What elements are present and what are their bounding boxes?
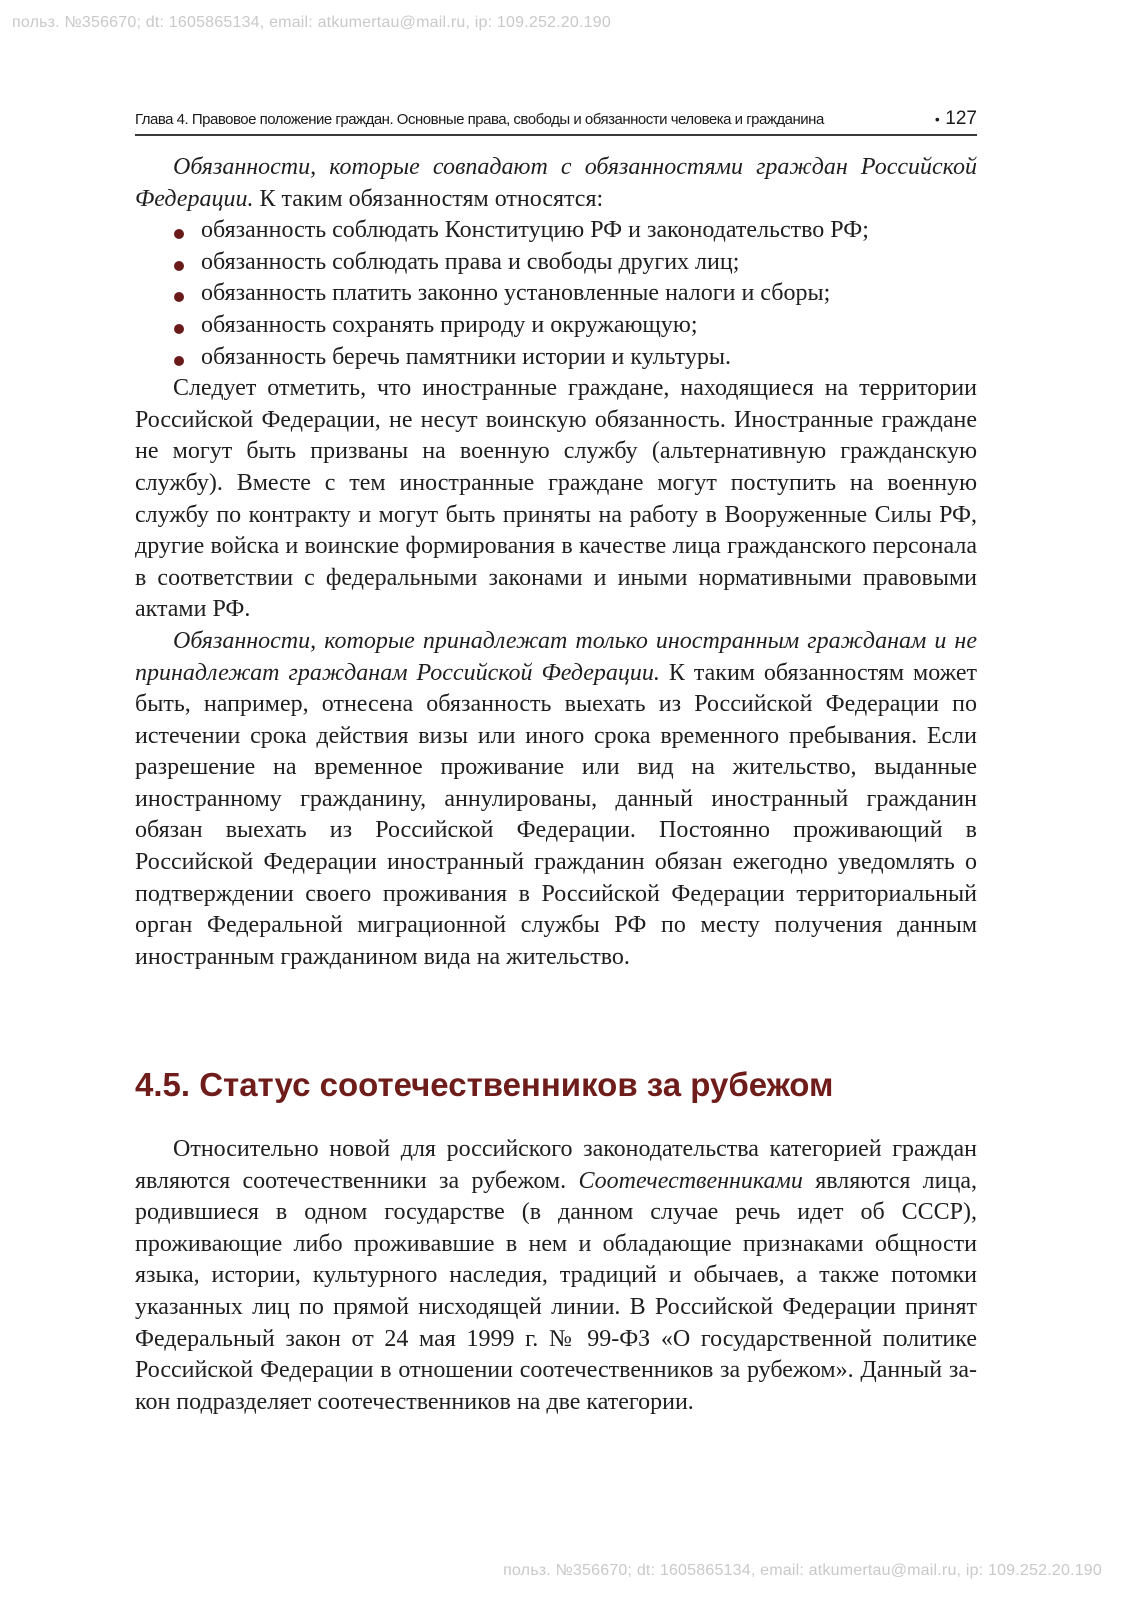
running-head-title: Глава 4. Правовое положение граждан. Основные права, свободы и обязанности человека и гражданина xyxy=(135,110,824,128)
duties-list xyxy=(135,215,977,373)
section-heading: 4.5. Статус соотечественников за рубежом xyxy=(135,1066,834,1103)
running-head-separator: • xyxy=(934,111,940,127)
list-item: обязанность соблюдать Конституцию РФ и законодательство РФ; xyxy=(173,215,977,247)
foreign-duties-text: К таким обязанностям может быть, например, отнесена обязанность выехать из Российской Федерации по истечении срока действия визы или иного срока временного пребывания. Если разрешение на временное проживание или вид на жительство, выданные иностранному гражданину, аннулированы, данный иностранный гражданин обязан выехать из Российской Федерации. Постоянно проживающий в Российской Федерации иностранный гражданин обязан ежегодно уведомлять о подтверждении своего проживания в Российской Федерации территориальный орган Федеральной миграционной службы РФ по месту получения данным иностранным гражданином вида на жительство. xyxy=(135,659,978,970)
page-number: 127 xyxy=(945,108,977,129)
list-item: обязанность сохранять природу и окружающую; xyxy=(173,310,977,342)
military-service-paragraph: Следует отметить, что иностранные граждане, находящиеся на территории Российской Федерации, не несут воинскую обязанность. Иностранные граждане не могут быть призваны на военную службу (альтернативную гражданскую службу). Вместе с тем иностранные граждане могут поступить на военную службу по контракту и могут быть приняты на работу в Вооруженные Силы РФ, другие войска и воинские формирования в качестве лица гражданского персонала в соответствии с федеральными законами и иными нормативными правовыми актами РФ. xyxy=(135,375,977,623)
compatriots-text-rest: являются лица, родившиеся в одном государстве (в данном случае речь идет об СССР), проживающие либо проживавшие в нем и обладающие признаками общности языка, истории, культурного наследия, традиций и обычаев, а также потомки указанных лиц по прямой нисходящей линии. В Российской Федерации принят Федеральный закон от 24 мая 1999 г. № 99-ФЗ «О государственной политике Российской Федерации в отношении соотечественников за рубежом». Данный закон подразделяет соотечественников на две категории. xyxy=(135,1167,977,1415)
running-head xyxy=(135,104,977,136)
main-text xyxy=(135,152,977,973)
list-item: обязанность соблюдать права и свободы других лиц; xyxy=(173,247,977,279)
intro-text: К таким обязанностям относятся: xyxy=(253,185,604,212)
intro-paragraph xyxy=(135,152,977,215)
running-head-right xyxy=(935,108,977,130)
foreign-duties-paragraph xyxy=(135,626,977,974)
watermark-top: польз. №356670; dt: 1605865134, email: atkumertau@mail.ru, ip: 109.252.20.190 xyxy=(12,14,611,31)
list-item: обязанность платить законно установленные налоги и сборы; xyxy=(173,278,977,310)
compatriots-paragraph xyxy=(135,1134,977,1418)
watermark-bottom: польз. №356670; dt: 1605865134, email: atkumertau@mail.ru, ip: 109.252.20.190 xyxy=(503,1562,1102,1579)
intro-italic-phrase: Обязанности, которые совпадают с обязанностями граждан Российской Федерации. xyxy=(135,154,977,212)
list-item: обязанность беречь памятники истории и культуры. xyxy=(173,342,977,374)
foreign-duties-italic-phrase: Обязанности, которые принадлежат только иностранным гражданам и не принадлежат гражданам Российской Федерации. xyxy=(135,627,977,686)
section-text xyxy=(135,1134,977,1418)
compatriots-italic-term: Соотечественниками xyxy=(578,1167,803,1194)
compatriots-text-start: Относительно новой для российского законодательства категорией граждан являются соотечественники за рубежом. xyxy=(135,1136,977,1194)
